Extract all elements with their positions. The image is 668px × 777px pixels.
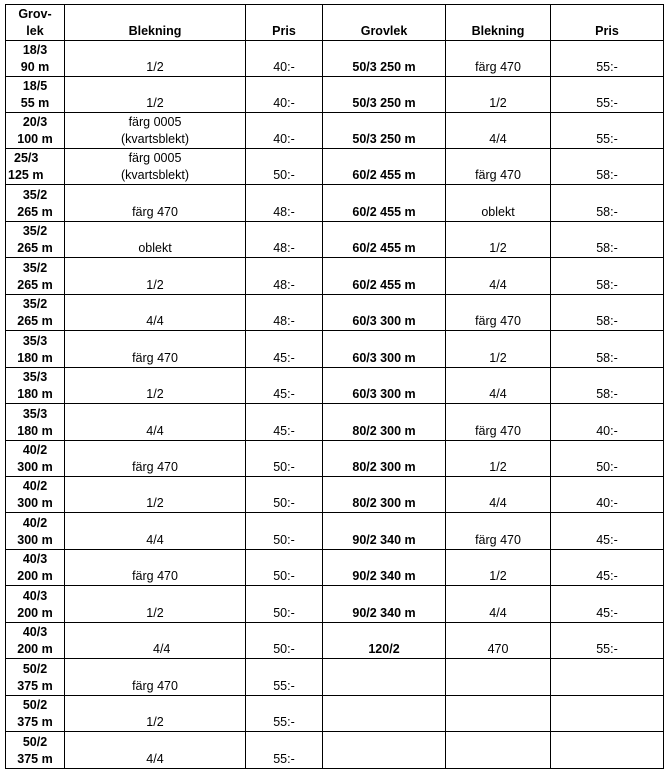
- blekning-right-cell: färg 470: [446, 404, 551, 441]
- grovlek-size: 40/2: [22, 443, 48, 457]
- pris-right-cell: 40:-: [551, 477, 664, 513]
- blekning-value: 4/4: [146, 314, 164, 328]
- blekning-value: färg 470: [132, 205, 178, 219]
- grovlek-length: 300 m: [17, 496, 53, 510]
- pris-right-cell: 58:-: [551, 331, 664, 368]
- table-row: [6, 41, 664, 77]
- grovlek-length: 375 m: [17, 715, 53, 729]
- blekning-cell: [65, 586, 246, 623]
- pris-right-cell: 55:-: [551, 77, 664, 113]
- blekning-cell: [65, 623, 246, 659]
- blekning-cell: [65, 185, 246, 222]
- blekning-cell: [65, 149, 246, 185]
- blekning-value: 1/2: [146, 496, 164, 510]
- grovlek-right-cell: 90/2 340 m: [323, 513, 446, 550]
- pris-cell: 48:-: [246, 222, 323, 258]
- table-row: [6, 659, 664, 696]
- grovlek-cell: [6, 77, 65, 113]
- blekning-right-cell: oblekt: [446, 185, 551, 222]
- grovlek-cell: [6, 732, 65, 769]
- table-row: [6, 477, 664, 513]
- blekning-value: 1/2: [146, 715, 164, 729]
- table-row: [6, 185, 664, 222]
- grovlek-right-cell: [323, 696, 446, 732]
- header-pris: Pris: [246, 5, 323, 41]
- price-table: [5, 4, 664, 769]
- grovlek-length: 180 m: [17, 387, 53, 401]
- table-row: [6, 441, 664, 477]
- blekning-right-cell: färg 470: [446, 513, 551, 550]
- blekning-right-cell: färg 470: [446, 149, 551, 185]
- table-row: [6, 550, 664, 586]
- blekning-cell: [65, 441, 246, 477]
- blekning-cell: [65, 513, 246, 550]
- grovlek-right-cell: 90/2 340 m: [323, 586, 446, 623]
- grovlek-length: 90 m: [20, 60, 50, 74]
- blekning-right-cell: färg 470: [446, 41, 551, 77]
- pris-right-cell: 58:-: [551, 185, 664, 222]
- blekning-value: 4/4: [153, 642, 171, 656]
- blekning-value: 1/2: [146, 606, 164, 620]
- blekning-cell: [65, 113, 246, 149]
- blekning-cell: [65, 222, 246, 258]
- pris-right-cell: 55:-: [551, 41, 664, 77]
- pris-cell: 50:-: [246, 586, 323, 623]
- pris-cell: 40:-: [246, 41, 323, 77]
- pris-cell: 55:-: [246, 659, 323, 696]
- grovlek-right-cell: 60/3 300 m: [323, 295, 446, 331]
- table-row: [6, 149, 664, 185]
- grovlek-length: 200 m: [17, 606, 53, 620]
- grovlek-size: 18/3: [22, 43, 48, 57]
- table-row: [6, 368, 664, 404]
- pris-cell: 50:-: [246, 550, 323, 586]
- grovlek-cell: [6, 441, 65, 477]
- pris-cell: 48:-: [246, 295, 323, 331]
- blekning-cell: [65, 77, 246, 113]
- blekning-right-cell: färg 470: [446, 295, 551, 331]
- grovlek-size: 50/2: [22, 698, 48, 712]
- table-row: [6, 404, 664, 441]
- pris-cell: 45:-: [246, 331, 323, 368]
- blekning-right-cell: [446, 659, 551, 696]
- blekning-cell: [65, 550, 246, 586]
- grovlek-size: 40/3: [22, 625, 48, 639]
- grovlek-size: 40/3: [22, 589, 48, 603]
- blekning-cell: [65, 295, 246, 331]
- blekning-value: färg 470: [132, 569, 178, 583]
- pris-right-cell: [551, 696, 664, 732]
- grovlek-size: 35/3: [22, 370, 48, 384]
- pris-cell: 55:-: [246, 696, 323, 732]
- blekning-cell: [65, 477, 246, 513]
- grovlek-size: 35/2: [22, 297, 48, 311]
- blekning-right-cell: 1/2: [446, 550, 551, 586]
- grovlek-right-cell: 60/2 455 m: [323, 185, 446, 222]
- grovlek-length: 55 m: [20, 96, 50, 110]
- header-grovlek-right: Grovlek: [323, 5, 446, 41]
- grovlek-cell: [6, 659, 65, 696]
- blekning-value: 4/4: [146, 752, 164, 766]
- grovlek-cell: [6, 513, 65, 550]
- grovlek-right-cell: 60/2 455 m: [323, 258, 446, 295]
- blekning-value: 1/2: [146, 60, 164, 74]
- grovlek-length: 265 m: [17, 241, 53, 255]
- grovlek-cell: [6, 258, 65, 295]
- grovlek-length: 200 m: [17, 642, 53, 656]
- grovlek-length: 125 m: [8, 168, 44, 182]
- grovlek-right-cell: 80/2 300 m: [323, 404, 446, 441]
- pris-cell: 50:-: [246, 513, 323, 550]
- blekning-right-cell: 4/4: [446, 586, 551, 623]
- blekning-right-cell: 1/2: [446, 331, 551, 368]
- grovlek-size: 25/3: [14, 151, 39, 165]
- grovlek-right-cell: 60/3 300 m: [323, 368, 446, 404]
- blekning-right-cell: 1/2: [446, 77, 551, 113]
- table-row: [6, 331, 664, 368]
- blekning-note: (kvartsblekt): [120, 168, 190, 182]
- pris-cell: 48:-: [246, 258, 323, 295]
- pris-right-cell: [551, 732, 664, 769]
- grovlek-length: 300 m: [17, 533, 53, 547]
- pris-right-cell: 58:-: [551, 149, 664, 185]
- pris-cell: 50:-: [246, 149, 323, 185]
- grovlek-right-cell: 50/3 250 m: [323, 77, 446, 113]
- header-blekning: Blekning: [65, 5, 246, 41]
- pris-cell: 45:-: [246, 404, 323, 441]
- grovlek-size: 50/2: [22, 662, 48, 676]
- grovlek-size: 50/2: [22, 735, 48, 749]
- table-row: [6, 586, 664, 623]
- table-row: [6, 513, 664, 550]
- blekning-cell: [65, 696, 246, 732]
- header-blekning-right: Blekning: [446, 5, 551, 41]
- grovlek-length: 375 m: [17, 679, 53, 693]
- grovlek-cell: [6, 185, 65, 222]
- table-row: [6, 623, 664, 659]
- table-row: [6, 77, 664, 113]
- blekning-right-cell: [446, 732, 551, 769]
- blekning-cell: [65, 732, 246, 769]
- pris-right-cell: 45:-: [551, 513, 664, 550]
- grovlek-length: 100 m: [17, 132, 53, 146]
- grovlek-cell: [6, 331, 65, 368]
- pris-right-cell: 50:-: [551, 441, 664, 477]
- blekning-value: färg 470: [132, 679, 178, 693]
- table-row: [6, 732, 664, 769]
- blekning-cell: [65, 659, 246, 696]
- blekning-value: färg 0005: [128, 151, 182, 165]
- blekning-note: (kvartsblekt): [120, 132, 190, 146]
- blekning-value: 4/4: [146, 424, 164, 438]
- grovlek-right-cell: 60/3 300 m: [323, 331, 446, 368]
- grovlek-right-cell: 50/3 250 m: [323, 41, 446, 77]
- grovlek-cell: [6, 696, 65, 732]
- blekning-right-cell: 1/2: [446, 441, 551, 477]
- pris-right-cell: 45:-: [551, 550, 664, 586]
- grovlek-size: 35/2: [22, 188, 48, 202]
- blekning-value: 1/2: [146, 387, 164, 401]
- grovlek-length: 180 m: [17, 424, 53, 438]
- pris-right-cell: 45:-: [551, 586, 664, 623]
- grovlek-right-cell: 120/2: [323, 623, 446, 659]
- grovlek-cell: [6, 623, 65, 659]
- grovlek-cell: [6, 149, 65, 185]
- grovlek-cell: [6, 550, 65, 586]
- grovlek-right-cell: [323, 732, 446, 769]
- blekning-cell: [65, 331, 246, 368]
- grovlek-size: 35/2: [22, 261, 48, 275]
- blekning-right-cell: [446, 696, 551, 732]
- blekning-right-cell: 1/2: [446, 222, 551, 258]
- grovlek-right-cell: 90/2 340 m: [323, 550, 446, 586]
- blekning-right-cell: 4/4: [446, 113, 551, 149]
- grovlek-length: 375 m: [17, 752, 53, 766]
- pris-cell: 50:-: [246, 623, 323, 659]
- pris-cell: 50:-: [246, 441, 323, 477]
- grovlek-right-cell: 60/2 455 m: [323, 222, 446, 258]
- pris-right-cell: 55:-: [551, 623, 664, 659]
- blekning-value: 4/4: [146, 533, 164, 547]
- grovlek-cell: [6, 222, 65, 258]
- blekning-value: 1/2: [146, 96, 164, 110]
- grovlek-cell: [6, 477, 65, 513]
- grovlek-right-cell: 60/2 455 m: [323, 149, 446, 185]
- pris-cell: 45:-: [246, 368, 323, 404]
- pris-cell: 40:-: [246, 77, 323, 113]
- blekning-right-cell: 4/4: [446, 477, 551, 513]
- table-row: [6, 696, 664, 732]
- grovlek-cell: [6, 586, 65, 623]
- blekning-right-cell: 470: [446, 623, 551, 659]
- table-row: [6, 258, 664, 295]
- table-row: [6, 222, 664, 258]
- grovlek-length: 265 m: [17, 205, 53, 219]
- table-row: [6, 295, 664, 331]
- blekning-right-cell: 4/4: [446, 368, 551, 404]
- blekning-value: färg 470: [132, 460, 178, 474]
- grovlek-cell: [6, 41, 65, 77]
- table-row: [6, 113, 664, 149]
- blekning-value: färg 0005: [128, 115, 182, 129]
- blekning-value: oblekt: [138, 241, 172, 255]
- pris-cell: 55:-: [246, 732, 323, 769]
- grovlek-size: 40/3: [22, 552, 48, 566]
- grovlek-cell: [6, 404, 65, 441]
- grovlek-right-cell: 80/2 300 m: [323, 477, 446, 513]
- header-pris-right: Pris: [551, 5, 664, 41]
- grovlek-size: 40/2: [22, 479, 48, 493]
- blekning-cell: [65, 368, 246, 404]
- pris-right-cell: 58:-: [551, 295, 664, 331]
- grovlek-size: 35/2: [22, 224, 48, 238]
- grovlek-right-cell: 50/3 250 m: [323, 113, 446, 149]
- grovlek-size: 20/3: [22, 115, 48, 129]
- grovlek-size: 40/2: [22, 516, 48, 530]
- pris-right-cell: [551, 659, 664, 696]
- grovlek-cell: [6, 295, 65, 331]
- blekning-value: färg 470: [132, 351, 178, 365]
- pris-right-cell: 58:-: [551, 258, 664, 295]
- blekning-right-cell: 4/4: [446, 258, 551, 295]
- blekning-cell: [65, 404, 246, 441]
- grovlek-length: 300 m: [17, 460, 53, 474]
- pris-right-cell: 58:-: [551, 368, 664, 404]
- pris-cell: 48:-: [246, 185, 323, 222]
- grovlek-right-cell: 80/2 300 m: [323, 441, 446, 477]
- grovlek-cell: [6, 113, 65, 149]
- header-row: [6, 5, 664, 41]
- blekning-value: 1/2: [146, 278, 164, 292]
- grovlek-size: 35/3: [22, 407, 48, 421]
- grovlek-size: 18/5: [22, 79, 48, 93]
- header-grovlek: Grov- lek: [6, 5, 65, 41]
- pris-cell: 40:-: [246, 113, 323, 149]
- blekning-cell: [65, 258, 246, 295]
- pris-right-cell: 40:-: [551, 404, 664, 441]
- pris-right-cell: 58:-: [551, 222, 664, 258]
- pris-right-cell: 55:-: [551, 113, 664, 149]
- pris-cell: 50:-: [246, 477, 323, 513]
- grovlek-length: 200 m: [17, 569, 53, 583]
- grovlek-cell: [6, 368, 65, 404]
- grovlek-size: 35/3: [22, 334, 48, 348]
- grovlek-length: 265 m: [17, 314, 53, 328]
- grovlek-right-cell: [323, 659, 446, 696]
- grovlek-length: 265 m: [17, 278, 53, 292]
- grovlek-length: 180 m: [17, 351, 53, 365]
- blekning-cell: [65, 41, 246, 77]
